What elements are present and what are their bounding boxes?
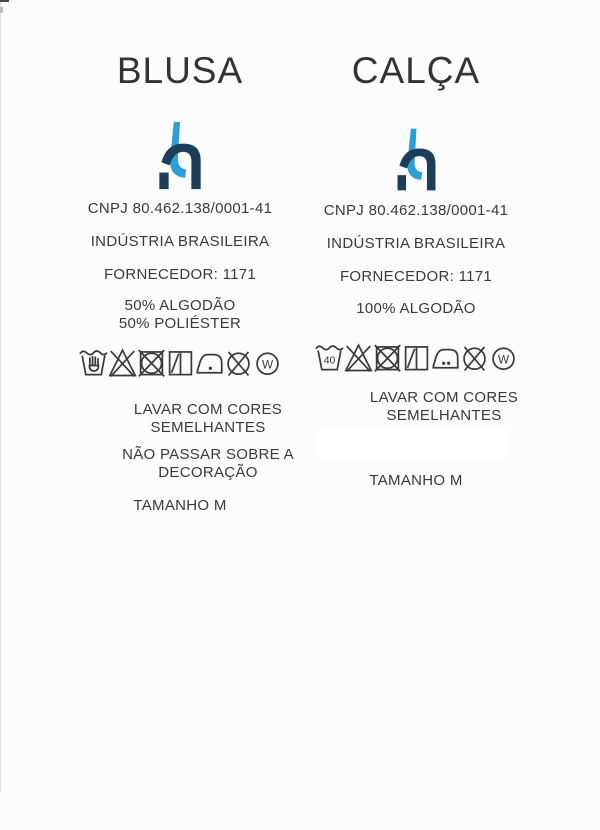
do-not-dry-clean-icon <box>224 341 253 381</box>
line-dry-in-shade-icon <box>166 341 195 381</box>
professional-wet-clean-icon <box>489 336 518 376</box>
wash-instruction-text: LAVAR COM CORES SEMELHANTES <box>369 389 519 424</box>
page-left-edge-line <box>0 0 1 792</box>
composition-line: 50% ALGODÃO <box>124 297 236 314</box>
svg-text:40: 40 <box>323 355 335 367</box>
iron-low-one-dot-icon <box>195 341 224 381</box>
label-title-calca: CALÇA <box>351 50 481 91</box>
cnpj-text: CNPJ 80.462.138/0001-41 <box>87 200 273 217</box>
cnpj-text: CNPJ 80.462.138/0001-41 <box>323 202 509 219</box>
machine-wash-40-icon <box>315 336 344 376</box>
care-symbols-row <box>302 336 530 376</box>
brand-logo <box>302 127 530 191</box>
industry-text: INDÚSTRIA BRASILEIRA <box>90 233 270 250</box>
blank-highlight-box <box>318 428 508 458</box>
line-dry-in-shade-icon <box>402 336 431 376</box>
print-instruction-text: NÃO PASSAR SOBRE A DECORAÇÃO <box>122 446 294 481</box>
size-text: TAMANHO M <box>133 497 227 514</box>
brand-logo <box>60 120 300 190</box>
supplier-text: FORNECEDOR: 1171 <box>339 268 493 285</box>
hand-wash-icon <box>79 341 108 381</box>
iron-medium-two-dots-icon <box>431 336 460 376</box>
svg-text:W: W <box>497 353 509 367</box>
do-not-tumble-dry-icon <box>373 336 402 376</box>
wash-instruction-text: LAVAR COM CORES SEMELHANTES <box>133 401 283 436</box>
label-title-blusa: BLUSA <box>116 50 244 91</box>
h-monogram-logo-icon <box>388 127 445 191</box>
composition-line: 50% POLIÉSTER <box>118 315 242 332</box>
care-symbols-row <box>60 341 300 381</box>
h-monogram-logo-icon <box>149 120 211 190</box>
scan-corner-artifact <box>0 7 3 13</box>
do-not-bleach-icon <box>344 336 373 376</box>
svg-text:W: W <box>261 358 273 372</box>
professional-wet-clean-icon <box>253 341 282 381</box>
do-not-bleach-icon <box>108 341 137 381</box>
industry-text: INDÚSTRIA BRASILEIRA <box>326 235 506 252</box>
supplier-text: FORNECEDOR: 1171 <box>103 266 257 283</box>
logo-navy-foot <box>159 173 168 190</box>
do-not-tumble-dry-icon <box>137 341 166 381</box>
logo-navy-foot <box>397 175 406 190</box>
do-not-dry-clean-icon <box>460 336 489 376</box>
composition-line: 100% ALGODÃO <box>356 300 476 317</box>
size-text: TAMANHO M <box>369 472 463 489</box>
scan-corner-artifact <box>0 0 9 2</box>
